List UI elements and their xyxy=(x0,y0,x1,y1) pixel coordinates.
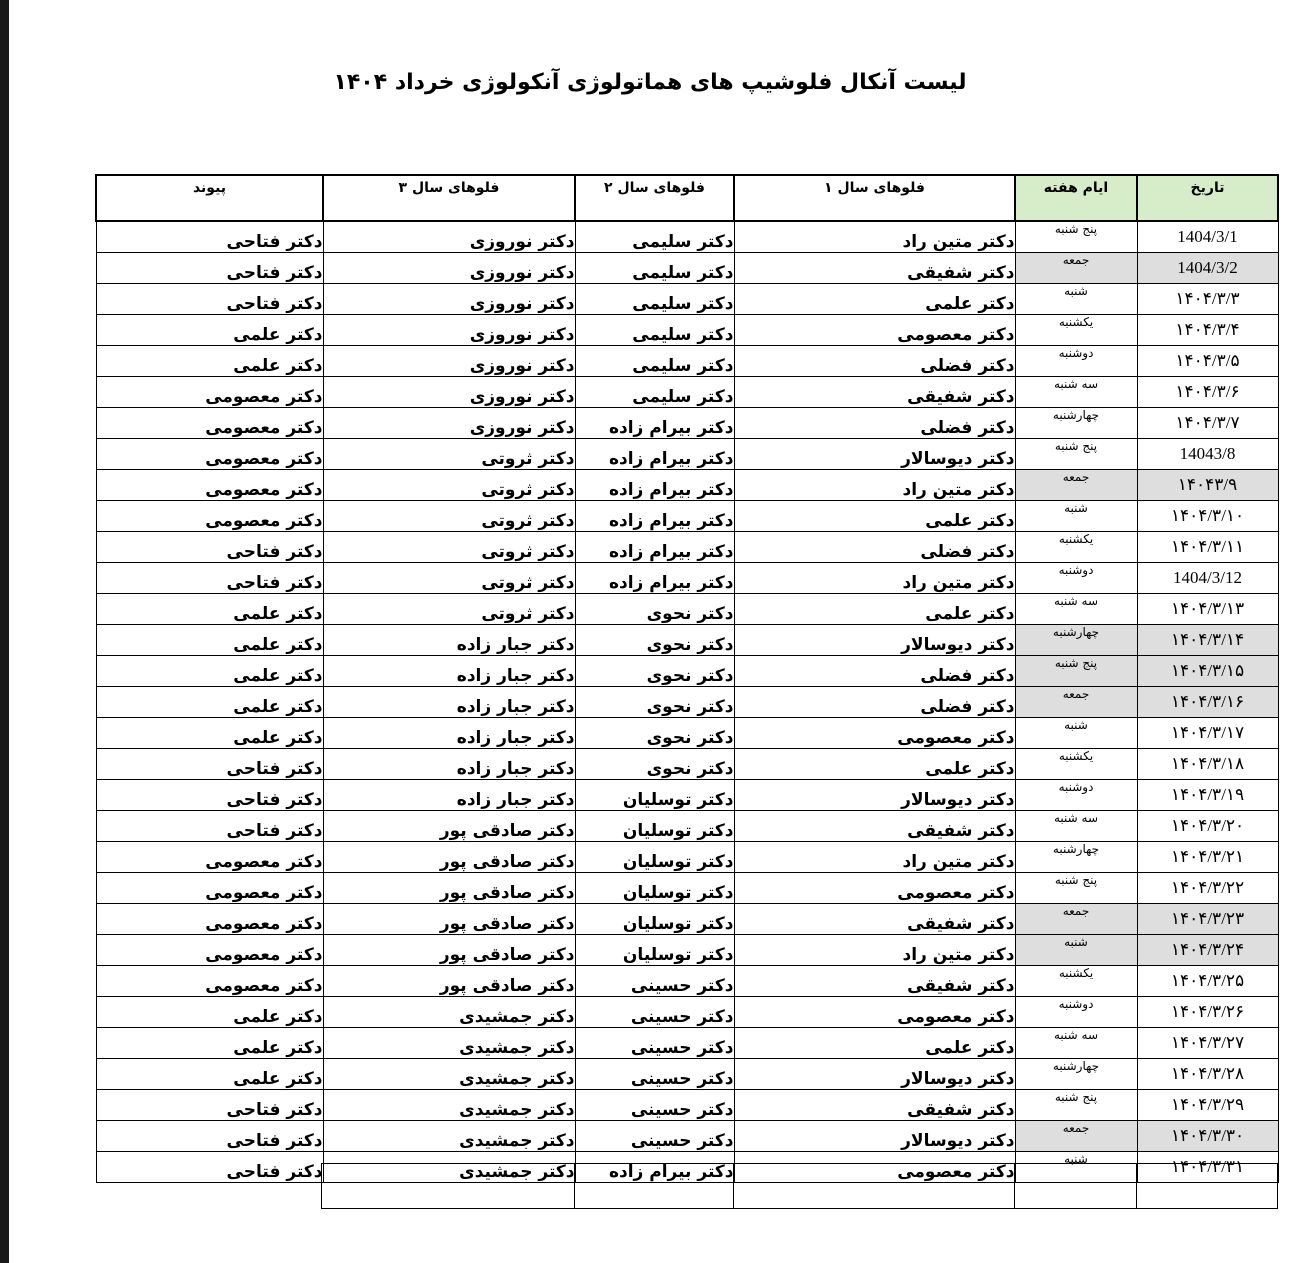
fellow-year-3-cell: دکتر جمشیدی xyxy=(323,1121,575,1152)
empty-cell xyxy=(1137,1164,1278,1209)
table-row xyxy=(96,656,1278,687)
fellow-year-2-cell: دکتر بیرام زاده xyxy=(575,470,734,501)
fellow-year-2-cell: دکتر سلیمی xyxy=(575,377,734,408)
table-row xyxy=(96,1090,1278,1121)
date-cell: ۱۴۰۴/۳/۳۰ xyxy=(1137,1121,1278,1152)
fellow-year-1-cell: دکتر معصومی xyxy=(734,718,1015,749)
table-row xyxy=(96,1028,1278,1059)
table-row xyxy=(96,501,1278,532)
fellow-year-1-cell: دکتر دیوسالار xyxy=(734,625,1015,656)
table-row xyxy=(96,780,1278,811)
page-edge-bar xyxy=(0,0,9,1263)
fellow-year-1-cell: دکتر شفیقی xyxy=(734,1090,1015,1121)
fellow-year-3-cell: دکتر جبار زاده xyxy=(323,718,575,749)
date-cell: ۱۴۰۴/۳/۲۴ xyxy=(1137,935,1278,966)
date-cell: ۱۴۰۴/۳/۴ xyxy=(1137,315,1278,346)
date-cell: ۱۴۰۴/۳/۱۹ xyxy=(1137,780,1278,811)
weekday-cell: پنج شنبه xyxy=(1015,873,1137,904)
fellow-year-3-cell: دکتر صادقی پور xyxy=(323,842,575,873)
date-cell: 1404/3/2 xyxy=(1137,253,1278,284)
empty-cell xyxy=(1015,1164,1137,1209)
fellow-year-2-cell: دکتر بیرام زاده xyxy=(575,563,734,594)
weekday-cell: یکشنبه xyxy=(1015,315,1137,346)
weekday-cell: چهارشنبه xyxy=(1015,842,1137,873)
transplant-cell: دکتر فتاحی xyxy=(96,284,323,315)
date-cell: ۱۴۰۴/۳/۲۸ xyxy=(1137,1059,1278,1090)
transplant-cell: دکتر معصومی xyxy=(96,873,323,904)
fellow-year-3-cell: دکتر ثروتی xyxy=(323,470,575,501)
fellow-year-2-cell: دکتر حسینی xyxy=(575,1059,734,1090)
fellow-year-2-cell: دکتر نحوی xyxy=(575,718,734,749)
fellow-year-1-cell: دکتر شفیقی xyxy=(734,811,1015,842)
table-row xyxy=(96,315,1278,346)
transplant-cell: دکتر علمی xyxy=(96,687,323,718)
fellow-year-2-cell: دکتر حسینی xyxy=(575,997,734,1028)
fellow-year-2-cell: دکتر بیرام زاده xyxy=(575,408,734,439)
weekday-cell: چهارشنبه xyxy=(1015,625,1137,656)
fellow-year-2-cell: دکتر نحوی xyxy=(575,687,734,718)
table-row xyxy=(96,749,1278,780)
fellow-year-1-cell: دکتر معصومی xyxy=(734,315,1015,346)
fellow-year-3-cell: دکتر نوروزی xyxy=(323,346,575,377)
fellow-year-1-cell: دکتر شفیقی xyxy=(734,253,1015,284)
transplant-cell: دکتر فتاحی xyxy=(96,1152,323,1183)
fellow-year-1-cell: دکتر فضلی xyxy=(734,656,1015,687)
fellow-year-2-cell: دکتر توسلیان xyxy=(575,780,734,811)
page-title: لیست آنکال فلوشیپ های هماتولوژی آنکولوژی خرداد ۱۴۰۴ xyxy=(333,70,967,95)
fellow-year-3-cell: دکتر ثروتی xyxy=(323,439,575,470)
fellow-year-1-cell: دکتر فضلی xyxy=(734,408,1015,439)
fellow-year-1-cell: دکتر فضلی xyxy=(734,346,1015,377)
header-weekday: ایام هفته xyxy=(1015,175,1137,221)
transplant-cell: دکتر معصومی xyxy=(96,408,323,439)
empty-cell xyxy=(734,1164,1015,1209)
date-cell: ۱۴۰۴/۳/۲۱ xyxy=(1137,842,1278,873)
transplant-cell: دکتر علمی xyxy=(96,718,323,749)
fellow-year-1-cell: دکتر دیوسالار xyxy=(734,439,1015,470)
fellow-year-3-cell: دکتر نوروزی xyxy=(323,377,575,408)
table-row xyxy=(96,873,1278,904)
table-row xyxy=(96,935,1278,966)
table-row xyxy=(96,284,1278,315)
oncall-schedule-table xyxy=(95,174,1279,1183)
fellow-year-3-cell: دکتر جبار زاده xyxy=(323,780,575,811)
fellow-year-2-cell: دکتر حسینی xyxy=(575,1090,734,1121)
fellow-year-3-cell: دکتر جمشیدی xyxy=(323,1028,575,1059)
table-row xyxy=(96,904,1278,935)
weekday-cell: یکشنبه xyxy=(1015,532,1137,563)
table-row xyxy=(96,253,1278,284)
date-cell: 1404/3/12 xyxy=(1137,563,1278,594)
fellow-year-1-cell: دکتر فضلی xyxy=(734,687,1015,718)
fellow-year-2-cell: دکتر بیرام زاده xyxy=(575,439,734,470)
fellow-year-2-cell: دکتر نحوی xyxy=(575,656,734,687)
weekday-cell: دوشنبه xyxy=(1015,997,1137,1028)
transplant-cell: دکتر معصومی xyxy=(96,377,323,408)
date-cell: ۱۴۰۴/۳/۲۰ xyxy=(1137,811,1278,842)
fellow-year-3-cell: دکتر جمشیدی xyxy=(323,1090,575,1121)
fellow-year-1-cell: دکتر علمی xyxy=(734,749,1015,780)
fellow-year-1-cell: دکتر معصومی xyxy=(734,1152,1015,1183)
weekday-cell: سه شنبه xyxy=(1015,594,1137,625)
date-cell: ۱۴۰۴/۳/۲۳ xyxy=(1137,904,1278,935)
fellow-year-2-cell: دکتر نحوی xyxy=(575,625,734,656)
transplant-cell: دکتر فتاحی xyxy=(96,1090,323,1121)
fellow-year-2-cell: دکتر بیرام زاده xyxy=(575,532,734,563)
weekday-cell: یکشنبه xyxy=(1015,966,1137,997)
transplant-cell: دکتر علمی xyxy=(96,594,323,625)
date-cell: ۱۴۰۴/۳/۱۱ xyxy=(1137,532,1278,563)
weekday-cell: جمعه xyxy=(1015,904,1137,935)
fellow-year-2-cell: دکتر نحوی xyxy=(575,749,734,780)
transplant-cell: دکتر معصومی xyxy=(96,470,323,501)
weekday-cell: شنبه xyxy=(1015,284,1137,315)
date-cell: ۱۴۰۴/۳/۱۵ xyxy=(1137,656,1278,687)
header-fellow-year-3: فلوهای سال ۳ xyxy=(323,175,575,221)
weekday-cell: دوشنبه xyxy=(1015,563,1137,594)
fellow-year-3-cell: دکتر جمشیدی xyxy=(323,997,575,1028)
weekday-cell: چهارشنبه xyxy=(1015,408,1137,439)
transplant-cell: دکتر معصومی xyxy=(96,439,323,470)
weekday-cell: دوشنبه xyxy=(1015,346,1137,377)
fellow-year-3-cell: دکتر جبار زاده xyxy=(323,749,575,780)
fellow-year-1-cell: دکتر متین راد xyxy=(734,221,1015,253)
fellow-year-2-cell: دکتر بیرام زاده xyxy=(575,501,734,532)
weekday-cell: پنج شنبه xyxy=(1015,221,1137,253)
date-cell: ۱۴۰۴/۳/۱۳ xyxy=(1137,594,1278,625)
transplant-cell: دکتر علمی xyxy=(96,1059,323,1090)
fellow-year-3-cell: دکتر نوروزی xyxy=(323,253,575,284)
date-cell: ۱۴۰۴/۳/۲۵ xyxy=(1137,966,1278,997)
weekday-cell: سه شنبه xyxy=(1015,1028,1137,1059)
weekday-cell: چهارشنبه xyxy=(1015,1059,1137,1090)
table-row xyxy=(96,811,1278,842)
fellow-year-1-cell: دکتر دیوسالار xyxy=(734,780,1015,811)
fellow-year-3-cell: دکتر صادقی پور xyxy=(323,811,575,842)
fellow-year-2-cell: دکتر حسینی xyxy=(575,966,734,997)
header-fellow-year-1: فلوهای سال ۱ xyxy=(734,175,1015,221)
table-row xyxy=(96,625,1278,656)
weekday-cell: جمعه xyxy=(1015,253,1137,284)
fellow-year-3-cell: دکتر ثروتی xyxy=(323,532,575,563)
weekday-cell: جمعه xyxy=(1015,470,1137,501)
fellow-year-2-cell: دکتر نحوی xyxy=(575,594,734,625)
fellow-year-2-cell: دکتر توسلیان xyxy=(575,842,734,873)
fellow-year-1-cell: دکتر متین راد xyxy=(734,470,1015,501)
fellow-year-1-cell: دکتر علمی xyxy=(734,284,1015,315)
weekday-cell: شنبه xyxy=(1015,935,1137,966)
fellow-year-1-cell: دکتر متین راد xyxy=(734,842,1015,873)
table-row xyxy=(96,408,1278,439)
fellow-year-3-cell: دکتر صادقی پور xyxy=(323,935,575,966)
weekday-cell: سه شنبه xyxy=(1015,377,1137,408)
empty-cell xyxy=(322,1164,575,1209)
transplant-cell: دکتر فتاحی xyxy=(96,749,323,780)
header-transplant: پیوند xyxy=(96,175,323,221)
table-row xyxy=(96,532,1278,563)
transplant-cell: دکتر فتاحی xyxy=(96,811,323,842)
header-fellow-year-2: فلوهای سال ۲ xyxy=(575,175,734,221)
table-row xyxy=(96,718,1278,749)
transplant-cell: دکتر معصومی xyxy=(96,501,323,532)
fellow-year-1-cell: دکتر علمی xyxy=(734,594,1015,625)
table-row xyxy=(96,594,1278,625)
weekday-cell: دوشنبه xyxy=(1015,780,1137,811)
weekday-cell: سه شنبه xyxy=(1015,811,1137,842)
date-cell: ۱۴۰۴/۳/۲۶ xyxy=(1137,997,1278,1028)
fellow-year-1-cell: دکتر دیوسالار xyxy=(734,1059,1015,1090)
fellow-year-2-cell: دکتر توسلیان xyxy=(575,904,734,935)
table-row xyxy=(96,842,1278,873)
weekday-cell: شنبه xyxy=(1015,1152,1137,1183)
fellow-year-3-cell: دکتر نوروزی xyxy=(323,408,575,439)
transplant-cell: دکتر علمی xyxy=(96,315,323,346)
transplant-cell: دکتر فتاحی xyxy=(96,253,323,284)
table-row xyxy=(96,966,1278,997)
table-row xyxy=(96,346,1278,377)
table-row xyxy=(96,377,1278,408)
date-cell: ۱۴۰۴/۳/۶ xyxy=(1137,377,1278,408)
fellow-year-3-cell: دکتر جبار زاده xyxy=(323,625,575,656)
fellow-year-1-cell: دکتر فضلی xyxy=(734,532,1015,563)
fellow-year-2-cell: دکتر توسلیان xyxy=(575,873,734,904)
fellow-year-3-cell: دکتر صادقی پور xyxy=(323,904,575,935)
empty-cell xyxy=(575,1164,734,1209)
date-cell: ۱۴۰۴/۳/۵ xyxy=(1137,346,1278,377)
date-cell: 1404/3/1 xyxy=(1137,221,1278,253)
fellow-year-3-cell: دکتر صادقی پور xyxy=(323,873,575,904)
table-row xyxy=(96,470,1278,501)
fellow-year-3-cell: دکتر ثروتی xyxy=(323,501,575,532)
table-row xyxy=(96,1059,1278,1090)
weekday-cell: جمعه xyxy=(1015,687,1137,718)
table-header-row xyxy=(96,175,1278,221)
fellow-year-3-cell: دکتر صادقی پور xyxy=(323,966,575,997)
weekday-cell: جمعه xyxy=(1015,1121,1137,1152)
date-cell: ۱۴۰۴/۳/۱۶ xyxy=(1137,687,1278,718)
fellow-year-1-cell: دکتر دیوسالار xyxy=(734,1121,1015,1152)
date-cell: ۱۴۰۴/۳/۳ xyxy=(1137,284,1278,315)
table-row xyxy=(96,221,1278,253)
date-cell: ۱۴۰۴/۳/۱۸ xyxy=(1137,749,1278,780)
fellow-year-1-cell: دکتر معصومی xyxy=(734,873,1015,904)
fellow-year-2-cell: دکتر توسلیان xyxy=(575,811,734,842)
date-cell: ۱۴۰۴/۳/۱۴ xyxy=(1137,625,1278,656)
weekday-cell: شنبه xyxy=(1015,501,1137,532)
transplant-cell: دکتر فتاحی xyxy=(96,532,323,563)
empty-trailing-row xyxy=(321,1163,1278,1209)
transplant-cell: دکتر فتاحی xyxy=(96,563,323,594)
transplant-cell: دکتر علمی xyxy=(96,1028,323,1059)
date-cell: ۱۴۰۴/۳/۲۷ xyxy=(1137,1028,1278,1059)
fellow-year-2-cell: دکتر بیرام زاده xyxy=(575,1152,734,1183)
table-row xyxy=(96,563,1278,594)
transplant-cell: دکتر فتاحی xyxy=(96,1121,323,1152)
transplant-cell: دکتر علمی xyxy=(96,997,323,1028)
transplant-cell: دکتر علمی xyxy=(96,346,323,377)
fellow-year-2-cell: دکتر سلیمی xyxy=(575,315,734,346)
date-cell: ۱۴۰۴/۳/۱۷ xyxy=(1137,718,1278,749)
transplant-cell: دکتر معصومی xyxy=(96,966,323,997)
table-row xyxy=(96,439,1278,470)
fellow-year-3-cell: دکتر نوروزی xyxy=(323,284,575,315)
weekday-cell: پنج شنبه xyxy=(1015,439,1137,470)
fellow-year-1-cell: دکتر شفیقی xyxy=(734,377,1015,408)
date-cell: ۱۴۰۴۳/۹ xyxy=(1137,470,1278,501)
table-row xyxy=(96,687,1278,718)
transplant-cell: دکتر علمی xyxy=(96,656,323,687)
weekday-cell: شنبه xyxy=(1015,718,1137,749)
fellow-year-2-cell: دکتر سلیمی xyxy=(575,221,734,253)
weekday-cell: پنج شنبه xyxy=(1015,656,1137,687)
transplant-cell: دکتر فتاحی xyxy=(96,780,323,811)
transplant-cell: دکتر معصومی xyxy=(96,842,323,873)
fellow-year-2-cell: دکتر سلیمی xyxy=(575,346,734,377)
fellow-year-3-cell: دکتر ثروتی xyxy=(323,563,575,594)
fellow-year-1-cell: دکتر متین راد xyxy=(734,935,1015,966)
fellow-year-1-cell: دکتر معصومی xyxy=(734,997,1015,1028)
weekday-cell: یکشنبه xyxy=(1015,749,1137,780)
fellow-year-2-cell: دکتر سلیمی xyxy=(575,253,734,284)
fellow-year-1-cell: دکتر علمی xyxy=(734,501,1015,532)
transplant-cell: دکتر معصومی xyxy=(96,935,323,966)
fellow-year-3-cell: دکتر جمشیدی xyxy=(323,1059,575,1090)
date-cell: ۱۴۰۴/۳/۱۰ xyxy=(1137,501,1278,532)
fellow-year-1-cell: دکتر شفیقی xyxy=(734,966,1015,997)
table-row xyxy=(96,1121,1278,1152)
transplant-cell: دکتر معصومی xyxy=(96,904,323,935)
fellow-year-1-cell: دکتر شفیقی xyxy=(734,904,1015,935)
date-cell: 14043/8 xyxy=(1137,439,1278,470)
date-cell: ۱۴۰۴/۳/۲۲ xyxy=(1137,873,1278,904)
date-cell: ۱۴۰۴/۳/۳۱ xyxy=(1137,1152,1278,1183)
fellow-year-2-cell: دکتر توسلیان xyxy=(575,935,734,966)
fellow-year-3-cell: دکتر نوروزی xyxy=(323,221,575,253)
fellow-year-1-cell: دکتر متین راد xyxy=(734,563,1015,594)
fellow-year-2-cell: دکتر سلیمی xyxy=(575,284,734,315)
date-cell: ۱۴۰۴/۳/۲۹ xyxy=(1137,1090,1278,1121)
fellow-year-3-cell: دکتر ثروتی xyxy=(323,594,575,625)
fellow-year-2-cell: دکتر حسینی xyxy=(575,1121,734,1152)
header-date: تاریخ xyxy=(1137,175,1278,221)
transplant-cell: دکتر فتاحی xyxy=(96,221,323,253)
transplant-cell: دکتر علمی xyxy=(96,625,323,656)
fellow-year-3-cell: دکتر جبار زاده xyxy=(323,687,575,718)
fellow-year-3-cell: دکتر جبار زاده xyxy=(323,656,575,687)
fellow-year-1-cell: دکتر علمی xyxy=(734,1028,1015,1059)
fellow-year-3-cell: دکتر نوروزی xyxy=(323,315,575,346)
weekday-cell: پنج شنبه xyxy=(1015,1090,1137,1121)
fellow-year-2-cell: دکتر حسینی xyxy=(575,1028,734,1059)
date-cell: ۱۴۰۴/۳/۷ xyxy=(1137,408,1278,439)
fellow-year-3-cell: دکتر جمشیدی xyxy=(323,1152,575,1183)
table-row xyxy=(96,997,1278,1028)
